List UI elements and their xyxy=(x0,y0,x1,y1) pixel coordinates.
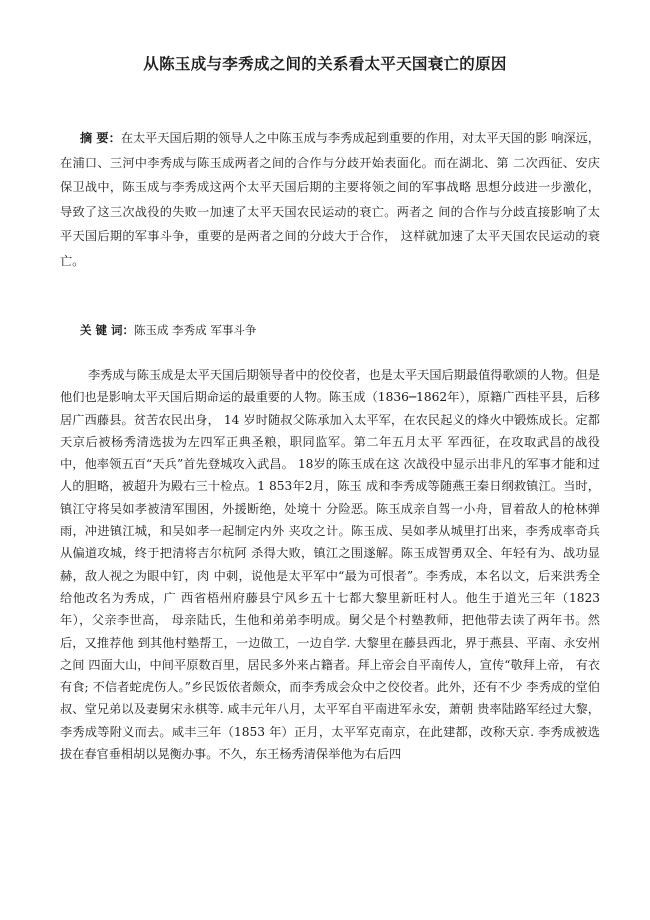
paper-title: 从陈玉成与李秀成之间的关系看太平天国衰亡的原因 xyxy=(143,55,507,73)
abstract-paragraph xyxy=(60,126,600,273)
abstract-text: 在太平天国后期的领导人之中陈玉成与李秀成起到重要的作用，对太平天国的影 响深远，在浦口、三河中李秀成与陈玉成两者之间的合作与分歧开始表面化。而在湖北、第 二次西征、安庆保卫战中，陈玉成与李秀成这两个太平天国后期的主要将领之间的军事战略 思想分歧进一步激化，导致了这三次战役的失败一加速了太平天国农民运动的衰亡。两者之 间的合作与分歧直接影响了太平天国后期的军事斗争，重要的是两者之间的分歧大于合作， 这样就加速了太平天国农民运动的衰亡。 xyxy=(60,131,600,268)
keywords-label: 关 键 词： xyxy=(80,323,135,337)
abstract-label: 摘 要： xyxy=(80,131,121,145)
keywords-text: 陈玉成 李秀成 军事斗争 xyxy=(134,323,257,337)
keywords-line xyxy=(80,320,256,340)
body-paragraph: 李秀成与陈玉成是太平天国后期领导者中的佼佼者，也是太平天国后期最值得歌颂的人物。但是他们也是影响太平天国后期命运的最重要的人物。陈玉成（1836─1862年），原籍广西桂平县，后移居广西藤县。贫苦农民出身， 14 岁时随叔父陈承加入太平军，在农民起义的烽火中锻炼成长。定都天京后被杨秀清选拔为左四军正典圣粮，职同监军。第二年五月太平 军西征，在攻取武昌的战役中，他率领五百“天兵”首先登城攻入武昌。 18岁的陈玉成在这 次战役中显示出非凡的军事才能和过人的胆略，被超升为殿右三十检点。1 853年2月，陈玉 成和李秀成等随燕王秦日纲救镇江。当时，镇江守将吴如孝被清军围困，外援断绝，处境十 分险恶。陈玉成亲自驾一小舟，冒着敌人的枪林弹雨，冲进镇江城，和吴如孝一起制定内外 夹攻之计。陈玉成、吴如孝从城里打出来，李秀成率奇兵从偏道攻城，终于把清将吉尔杭阿 杀得大败，镇江之围遂解。陈玉成智勇双全、年轻有为、战功显赫，敌人视之为眼中钉，肉 中刺，说他是太平军中“最为可恨者”。李秀成，本名以文，后来洪秀全给他改名为秀成，广 西省梧州府藤县宁风乡五十七都大黎里新旺村人。他生于道光三年（1823 年），父亲李世高， 母亲陆氏，生他和弟弟李明成。舅父是个村塾教师，把他带去读了两年书。然后，又推荐他 到其他村塾帮工，一边做工，一边自学. 大黎里在藤县西北，界于燕县、平南、永安州之间 四面大山，中间平原数百里，居民多外来占籍者。拜上帝会自平南传人，宣传“敬拜上帝， 有衣有食; 不信者蛇虎伤人。”乡民饭依者颇众，而李秀成会众中之佼佼者。此外，还有不少 李秀成的堂伯叔、堂兄弟以及妻舅宋永棋等. 咸丰元年八月，太平军自平南进军永安，萧朝 贵率陆路军经过大黎，李秀成等附义而去。咸丰三年（1853 年）正月，太平军克南京，在此建都，改称天京. 李秀成被选拔在春官垂相胡以晃衡办事。不久，东王杨秀清保举他为右后四 xyxy=(60,368,600,762)
